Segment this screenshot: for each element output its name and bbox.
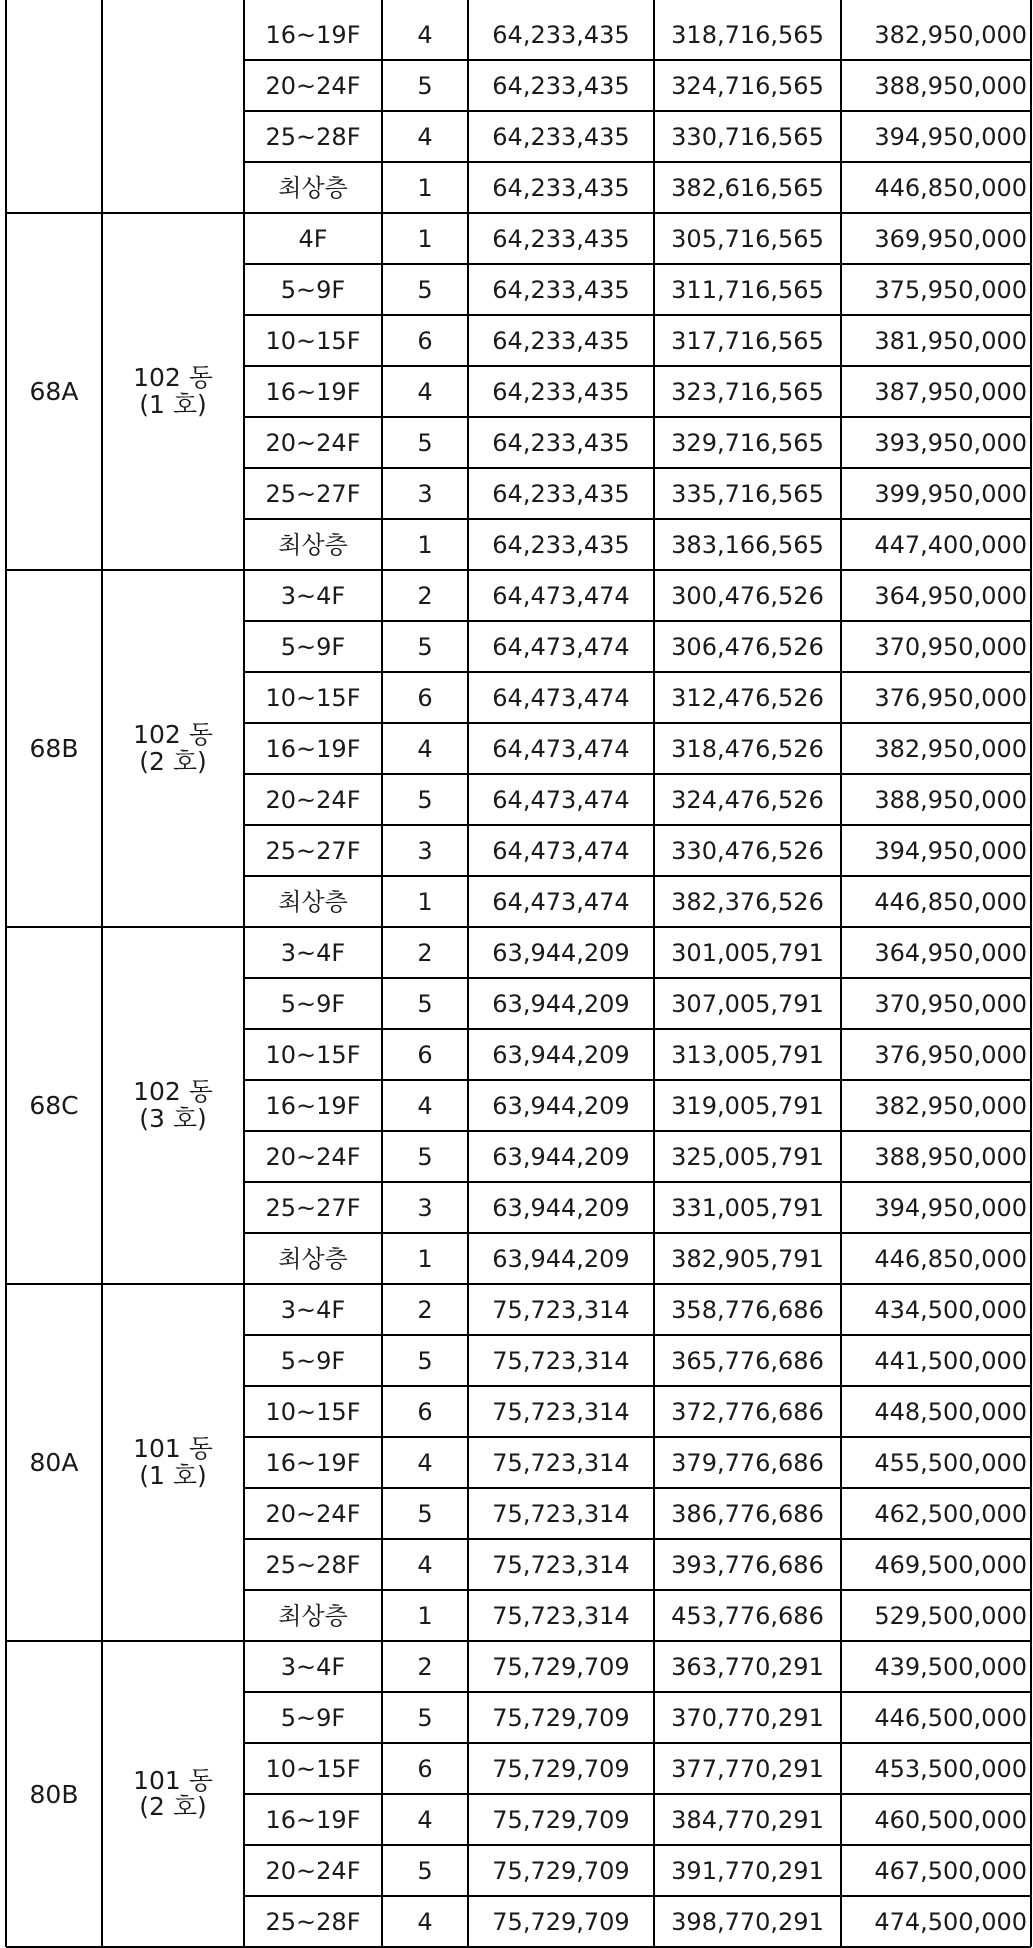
column-divider bbox=[840, 0, 842, 1947]
land-price-cell: 64,233,435 bbox=[492, 479, 630, 508]
floor-cell: 5~9F bbox=[280, 1346, 346, 1375]
floor-cell: 3~4F bbox=[280, 1295, 346, 1324]
total-price-cell: 393,950,000 bbox=[874, 428, 1027, 457]
building-dong: 102 동 bbox=[133, 720, 213, 750]
floor-cell: 10~15F bbox=[265, 326, 361, 355]
floor-cell: 20~24F bbox=[265, 1142, 361, 1171]
building-price-cell: 323,716,565 bbox=[671, 377, 824, 406]
building-price-cell: 386,776,686 bbox=[671, 1499, 824, 1528]
building-price-cell: 363,770,291 bbox=[671, 1652, 824, 1681]
floor-cell: 16~19F bbox=[265, 1091, 361, 1120]
total-price-cell: 382,950,000 bbox=[874, 734, 1027, 763]
column-divider bbox=[5, 0, 7, 1947]
floor-cell: 5~9F bbox=[280, 989, 346, 1018]
units-cell: 5 bbox=[417, 275, 433, 304]
building-price-cell: 382,616,565 bbox=[671, 173, 824, 202]
floor-cell: 4F bbox=[298, 224, 328, 253]
total-price-cell: 447,400,000 bbox=[874, 530, 1027, 559]
floor-cell: 20~24F bbox=[265, 1856, 361, 1885]
units-cell: 2 bbox=[417, 1295, 433, 1324]
total-price-cell: 381,950,000 bbox=[874, 326, 1027, 355]
building-ho: (1 호) bbox=[139, 389, 207, 419]
units-cell: 6 bbox=[417, 1040, 433, 1069]
land-price-cell: 63,944,209 bbox=[492, 1193, 630, 1222]
land-price-cell: 75,729,709 bbox=[492, 1907, 630, 1936]
group-divider bbox=[6, 569, 1031, 571]
total-price-cell: 387,950,000 bbox=[874, 377, 1027, 406]
type-cell: 68B bbox=[29, 734, 79, 763]
building-price-cell: 330,476,526 bbox=[671, 836, 824, 865]
total-price-cell: 376,950,000 bbox=[874, 1040, 1027, 1069]
land-price-cell: 75,729,709 bbox=[492, 1805, 630, 1834]
building-cell bbox=[102, 213, 244, 570]
land-price-cell: 64,233,435 bbox=[492, 173, 630, 202]
column-divider bbox=[653, 0, 655, 1947]
floor-cell: 16~19F bbox=[265, 734, 361, 763]
total-price-cell: 434,500,000 bbox=[874, 1295, 1027, 1324]
units-cell: 2 bbox=[417, 581, 433, 610]
building-price-cell: 329,716,565 bbox=[671, 428, 824, 457]
units-cell: 3 bbox=[417, 479, 433, 508]
building-price-cell: 300,476,526 bbox=[671, 581, 824, 610]
floor-cell: 16~19F bbox=[265, 20, 361, 49]
total-price-cell: 399,950,000 bbox=[874, 479, 1027, 508]
units-cell: 2 bbox=[417, 1652, 433, 1681]
column-divider bbox=[101, 0, 103, 1947]
floor-cell: 25~27F bbox=[265, 479, 361, 508]
column-divider bbox=[1030, 0, 1032, 1947]
land-price-cell: 75,723,314 bbox=[492, 1550, 630, 1579]
units-cell: 6 bbox=[417, 683, 433, 712]
floor-cell: 10~15F bbox=[265, 1397, 361, 1426]
land-price-cell: 75,729,709 bbox=[492, 1703, 630, 1732]
land-price-cell: 63,944,209 bbox=[492, 1142, 630, 1171]
building-cell bbox=[102, 9, 244, 213]
units-cell: 5 bbox=[417, 1499, 433, 1528]
units-cell: 1 bbox=[417, 173, 433, 202]
building-price-cell: 377,770,291 bbox=[671, 1754, 824, 1783]
building-price-cell: 307,005,791 bbox=[671, 989, 824, 1018]
units-cell: 4 bbox=[417, 1550, 433, 1579]
building-dong: 102 동 bbox=[133, 363, 213, 393]
land-price-cell: 63,944,209 bbox=[492, 1040, 630, 1069]
land-price-cell: 75,723,314 bbox=[492, 1295, 630, 1324]
group-divider bbox=[6, 1640, 1031, 1642]
floor-cell: 16~19F bbox=[265, 1805, 361, 1834]
building-ho: (2 호) bbox=[139, 1792, 207, 1821]
building-ho: (2 호) bbox=[139, 746, 207, 776]
floor-cell: 3~4F bbox=[280, 938, 346, 967]
total-price-cell: 364,950,000 bbox=[874, 938, 1027, 967]
building-price-cell: 398,770,291 bbox=[671, 1907, 824, 1936]
units-cell: 5 bbox=[417, 989, 433, 1018]
type-cell: 80B bbox=[29, 1779, 79, 1809]
units-cell: 4 bbox=[417, 122, 433, 151]
building-price-cell: 319,005,791 bbox=[671, 1091, 824, 1120]
land-price-cell: 75,723,314 bbox=[492, 1397, 630, 1426]
building-price-cell: 305,716,565 bbox=[671, 224, 824, 253]
land-price-cell: 64,233,435 bbox=[492, 377, 630, 406]
floor-cell: 25~28F bbox=[265, 122, 361, 151]
total-price-cell: 394,950,000 bbox=[874, 836, 1027, 865]
land-price-cell: 75,729,709 bbox=[492, 1754, 630, 1783]
total-price-cell: 446,850,000 bbox=[874, 173, 1027, 202]
land-price-cell: 75,723,314 bbox=[492, 1499, 630, 1528]
units-cell: 6 bbox=[417, 326, 433, 355]
floor-cell: 20~24F bbox=[265, 428, 361, 457]
building-dong: 101 동 bbox=[133, 1434, 213, 1464]
building-price-cell: 313,005,791 bbox=[671, 1040, 824, 1069]
units-cell: 5 bbox=[417, 1142, 433, 1171]
floor-cell: 최상층 bbox=[278, 1244, 348, 1273]
type-cell bbox=[6, 9, 102, 213]
group-divider bbox=[6, 926, 1031, 928]
floor-cell: 16~19F bbox=[265, 377, 361, 406]
units-cell: 3 bbox=[417, 836, 433, 865]
floor-cell: 25~27F bbox=[265, 1193, 361, 1222]
building-cell bbox=[102, 570, 244, 927]
floor-cell: 20~24F bbox=[265, 71, 361, 100]
building-price-cell: 324,476,526 bbox=[671, 785, 824, 814]
units-cell: 5 bbox=[417, 1856, 433, 1885]
building-price-cell: 330,716,565 bbox=[671, 122, 824, 151]
floor-cell: 5~9F bbox=[280, 632, 346, 661]
building-dong: 101 동 bbox=[133, 1765, 213, 1795]
total-price-cell: 460,500,000 bbox=[874, 1805, 1027, 1834]
land-price-cell: 64,473,474 bbox=[492, 836, 630, 865]
floor-cell: 25~27F bbox=[265, 836, 361, 865]
units-cell: 1 bbox=[417, 1244, 433, 1273]
units-cell: 6 bbox=[417, 1397, 433, 1426]
units-cell: 6 bbox=[417, 1754, 433, 1783]
total-price-cell: 394,950,000 bbox=[874, 1193, 1027, 1222]
total-price-cell: 462,500,000 bbox=[874, 1499, 1027, 1528]
total-price-cell: 376,950,000 bbox=[874, 683, 1027, 712]
building-price-cell: 393,776,686 bbox=[671, 1550, 824, 1579]
floor-cell: 최상층 bbox=[278, 530, 348, 559]
building-price-cell: 370,770,291 bbox=[671, 1703, 824, 1732]
building-price-cell: 318,476,526 bbox=[671, 734, 824, 763]
building-price-cell: 382,376,526 bbox=[671, 887, 824, 916]
total-price-cell: 469,500,000 bbox=[874, 1550, 1027, 1579]
building-cell bbox=[102, 1641, 244, 1947]
units-cell: 5 bbox=[417, 632, 433, 661]
units-cell: 4 bbox=[417, 377, 433, 406]
total-price-cell: 439,500,000 bbox=[874, 1652, 1027, 1681]
building-price-cell: 335,716,565 bbox=[671, 479, 824, 508]
units-cell: 4 bbox=[417, 1448, 433, 1477]
total-price-cell: 370,950,000 bbox=[874, 989, 1027, 1018]
column-divider bbox=[243, 0, 245, 1947]
land-price-cell: 75,729,709 bbox=[492, 1856, 630, 1885]
land-price-cell: 63,944,209 bbox=[492, 989, 630, 1018]
land-price-cell: 63,944,209 bbox=[492, 938, 630, 967]
land-price-cell: 75,729,709 bbox=[492, 1652, 630, 1681]
units-cell: 4 bbox=[417, 734, 433, 763]
building-price-cell: 301,005,791 bbox=[671, 938, 824, 967]
building-price-cell: 325,005,791 bbox=[671, 1142, 824, 1171]
total-price-cell: 370,950,000 bbox=[874, 632, 1027, 661]
units-cell: 3 bbox=[417, 1193, 433, 1222]
building-price-cell: 382,905,791 bbox=[671, 1244, 824, 1273]
units-cell: 1 bbox=[417, 530, 433, 559]
building-price-cell: 306,476,526 bbox=[671, 632, 824, 661]
floor-cell: 16~19F bbox=[265, 1448, 361, 1477]
total-price-cell: 364,950,000 bbox=[874, 581, 1027, 610]
building-dong: 102 동 bbox=[133, 1077, 213, 1107]
floor-cell: 최상층 bbox=[278, 173, 348, 202]
type-cell: 68C bbox=[29, 1091, 79, 1120]
land-price-cell: 64,233,435 bbox=[492, 20, 630, 49]
land-price-cell: 75,723,314 bbox=[492, 1601, 630, 1630]
total-price-cell: 453,500,000 bbox=[874, 1754, 1027, 1783]
floor-cell: 10~15F bbox=[265, 1040, 361, 1069]
column-divider bbox=[467, 0, 469, 1947]
units-cell: 1 bbox=[417, 224, 433, 253]
floor-cell: 25~28F bbox=[265, 1907, 361, 1936]
land-price-cell: 64,233,435 bbox=[492, 71, 630, 100]
building-price-cell: 365,776,686 bbox=[671, 1346, 824, 1375]
units-cell: 5 bbox=[417, 785, 433, 814]
total-price-cell: 388,950,000 bbox=[874, 71, 1027, 100]
building-price-cell: 453,776,686 bbox=[671, 1601, 824, 1630]
units-cell: 5 bbox=[417, 1346, 433, 1375]
building-price-cell: 318,716,565 bbox=[671, 20, 824, 49]
total-price-cell: 382,950,000 bbox=[874, 20, 1027, 49]
floor-cell: 3~4F bbox=[280, 581, 346, 610]
total-price-cell: 388,950,000 bbox=[874, 1142, 1027, 1171]
land-price-cell: 64,233,435 bbox=[492, 530, 630, 559]
land-price-cell: 64,233,435 bbox=[492, 224, 630, 253]
total-price-cell: 388,950,000 bbox=[874, 785, 1027, 814]
total-price-cell: 467,500,000 bbox=[874, 1856, 1027, 1885]
total-price-cell: 446,850,000 bbox=[874, 887, 1027, 916]
building-cell bbox=[102, 1284, 244, 1641]
building-price-cell: 311,716,565 bbox=[671, 275, 824, 304]
building-cell bbox=[102, 927, 244, 1284]
units-cell: 4 bbox=[417, 1907, 433, 1936]
floor-cell: 5~9F bbox=[280, 275, 346, 304]
building-price-cell: 358,776,686 bbox=[671, 1295, 824, 1324]
units-cell: 5 bbox=[417, 428, 433, 457]
floor-cell: 3~4F bbox=[280, 1652, 346, 1681]
building-ho: (1 호) bbox=[139, 1460, 207, 1490]
units-cell: 5 bbox=[417, 71, 433, 100]
type-cell: 68A bbox=[29, 377, 79, 406]
total-price-cell: 375,950,000 bbox=[874, 275, 1027, 304]
building-price-cell: 384,770,291 bbox=[671, 1805, 824, 1834]
land-price-cell: 63,944,209 bbox=[492, 1244, 630, 1273]
land-price-cell: 64,473,474 bbox=[492, 581, 630, 610]
total-price-cell: 446,850,000 bbox=[874, 1244, 1027, 1273]
type-cell: 80A bbox=[29, 1448, 79, 1477]
land-price-cell: 64,473,474 bbox=[492, 785, 630, 814]
total-price-cell: 441,500,000 bbox=[874, 1346, 1027, 1375]
units-cell: 4 bbox=[417, 20, 433, 49]
total-price-cell: 474,500,000 bbox=[874, 1907, 1027, 1936]
group-divider bbox=[6, 212, 1031, 214]
floor-cell: 최상층 bbox=[278, 1601, 348, 1630]
building-price-cell: 383,166,565 bbox=[671, 530, 824, 559]
land-price-cell: 64,473,474 bbox=[492, 887, 630, 916]
land-price-cell: 75,723,314 bbox=[492, 1346, 630, 1375]
land-price-cell: 64,473,474 bbox=[492, 734, 630, 763]
building-price-cell: 372,776,686 bbox=[671, 1397, 824, 1426]
units-cell: 1 bbox=[417, 1601, 433, 1630]
land-price-cell: 64,233,435 bbox=[492, 122, 630, 151]
building-price-cell: 391,770,291 bbox=[671, 1856, 824, 1885]
building-price-cell: 379,776,686 bbox=[671, 1448, 824, 1477]
floor-cell: 25~28F bbox=[265, 1550, 361, 1579]
floor-cell: 20~24F bbox=[265, 1499, 361, 1528]
building-price-cell: 324,716,565 bbox=[671, 71, 824, 100]
column-divider bbox=[381, 0, 383, 1947]
floor-cell: 20~24F bbox=[265, 785, 361, 814]
total-price-cell: 369,950,000 bbox=[874, 224, 1027, 253]
units-cell: 1 bbox=[417, 887, 433, 916]
total-price-cell: 448,500,000 bbox=[874, 1397, 1027, 1426]
floor-cell: 10~15F bbox=[265, 1754, 361, 1783]
land-price-cell: 63,944,209 bbox=[492, 1091, 630, 1120]
building-price-cell: 312,476,526 bbox=[671, 683, 824, 712]
building-price-cell: 317,716,565 bbox=[671, 326, 824, 355]
total-price-cell: 394,950,000 bbox=[874, 122, 1027, 151]
building-price-cell: 331,005,791 bbox=[671, 1193, 824, 1222]
units-cell: 4 bbox=[417, 1805, 433, 1834]
units-cell: 4 bbox=[417, 1091, 433, 1120]
floor-cell: 5~9F bbox=[280, 1703, 346, 1732]
floor-cell: 10~15F bbox=[265, 683, 361, 712]
land-price-cell: 64,473,474 bbox=[492, 683, 630, 712]
land-price-cell: 64,233,435 bbox=[492, 428, 630, 457]
total-price-cell: 455,500,000 bbox=[874, 1448, 1027, 1477]
land-price-cell: 64,473,474 bbox=[492, 632, 630, 661]
group-divider bbox=[6, 1283, 1031, 1285]
land-price-cell: 64,233,435 bbox=[492, 275, 630, 304]
floor-cell: 최상층 bbox=[278, 887, 348, 916]
total-price-cell: 382,950,000 bbox=[874, 1091, 1027, 1120]
units-cell: 5 bbox=[417, 1703, 433, 1732]
land-price-cell: 64,233,435 bbox=[492, 326, 630, 355]
total-price-cell: 529,500,000 bbox=[874, 1601, 1027, 1630]
units-cell: 2 bbox=[417, 938, 433, 967]
land-price-cell: 75,723,314 bbox=[492, 1448, 630, 1477]
building-ho: (3 호) bbox=[139, 1103, 207, 1133]
total-price-cell: 446,500,000 bbox=[874, 1703, 1027, 1732]
